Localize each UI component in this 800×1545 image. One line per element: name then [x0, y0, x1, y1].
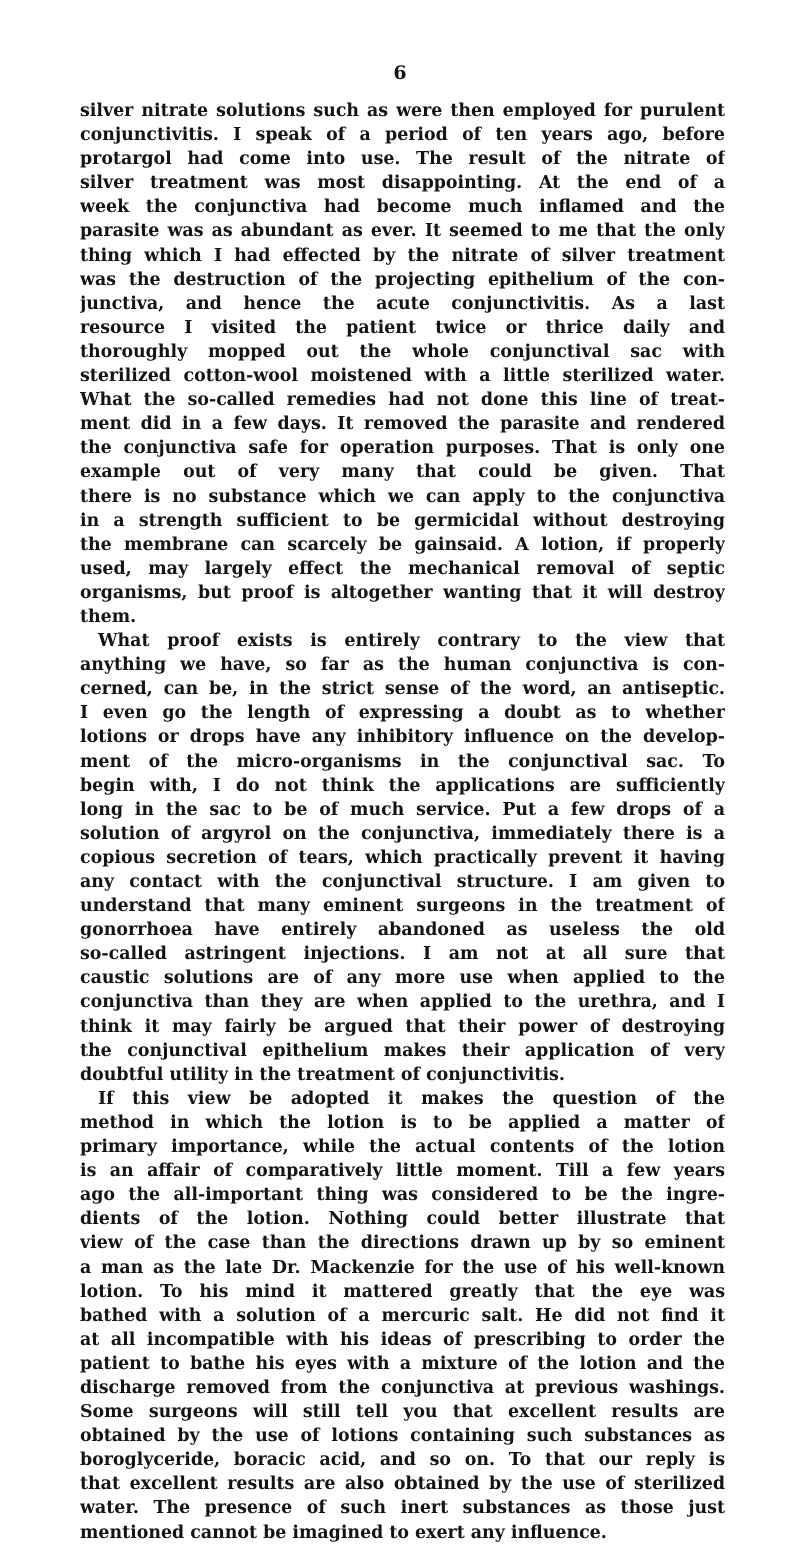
text-line: the conjunctiva safe for operation purposes. That is only one — [80, 438, 725, 459]
text-line: week the conjunctiva had become much inflamed and the — [80, 197, 725, 218]
text-line: method in which the lotion is to be applied a matter of — [80, 1112, 725, 1133]
text-line: sterilized cotton-wool moistened with a little sterilized water. — [80, 366, 725, 387]
text-line: protargol had come into use. The result of the nitrate of — [80, 149, 725, 170]
text-line: ment did in a few days. It removed the parasite and rendered — [80, 414, 725, 435]
text-line: the membrane can scarcely be gainsaid. A lotion, if properly — [80, 534, 725, 555]
text-line: cerned, can be, in the strict sense of the word, an antiseptic. — [80, 679, 725, 700]
text-line: so-called astringent injections. I am not at all sure that — [80, 944, 725, 965]
text-line: in a strength sufficient to be germicidal without destroying — [80, 510, 725, 531]
text-line: thing which I had effected by the nitrate of silver treatment — [80, 245, 725, 266]
text-line: primary importance, while the actual contents of the lotion — [80, 1137, 725, 1158]
text-line: patient to bathe his eyes with a mixture of the lotion and the — [80, 1353, 725, 1374]
text-line: ment of the micro-organisms in the conjunctival sac. To — [80, 751, 725, 772]
text-line: was the destruction of the projecting epithelium of the con- — [80, 269, 725, 290]
text-line: obtained by the use of lotions containing such substances as — [80, 1426, 725, 1447]
text-line: any contact with the conjunctival structure. I am given to — [80, 872, 725, 892]
text-line: parasite was as abundant as ever. It seemed to me that the only — [80, 221, 725, 242]
text-line: resource I visited the patient twice or thrice daily and — [80, 317, 725, 338]
text-line: bathed with a solution of a mercuric salt. He did not find it — [80, 1305, 725, 1326]
text-line: caustic solutions are of any more use when applied to the — [80, 968, 725, 989]
text-line: dients of the lotion. Nothing could better illustrate that — [80, 1209, 725, 1230]
text-line: used, may largely effect the mechanical removal of septic — [80, 558, 725, 579]
text-line: solution of argyrol on the conjunctiva, immediately there is a — [80, 823, 725, 844]
text-line: discharge removed from the conjunctiva at previous washings. — [80, 1377, 725, 1398]
text-line: silver nitrate solutions such as were then employed for purulent — [80, 101, 725, 121]
text-line: conjunctiva than they are when applied to the urethra, and I — [80, 992, 725, 1013]
text-line: there is no substance which we can apply to the conjunctiva — [80, 486, 725, 507]
text-line: What the so-called remedies had not done this line of treat- — [80, 390, 725, 411]
text-line: example out of very many that could be given. That — [80, 462, 725, 483]
text-line: begin with, I do not think the applications are sufficiently — [80, 775, 725, 796]
text-line: doubtful utility in the treatment of conjunctivitis. — [80, 1064, 565, 1085]
text-line: ago the all-important thing was considered to be the ingre- — [80, 1185, 725, 1206]
text-line: conjunctivitis. I speak of a period of ten years ago, before — [80, 125, 725, 146]
text-line: water. The presence of such inert substances as those just — [80, 1498, 725, 1519]
text-line: copious secretion of tears, which practically prevent it having — [80, 847, 725, 868]
text-line: I even go the length of expressing a doubt as to whether — [80, 703, 725, 724]
page-number: 6 — [393, 62, 407, 84]
text-line: a man as the late Dr. Mackenzie for the use of his well-known — [80, 1257, 725, 1278]
text-line: understand that many eminent surgeons in the treatment of — [80, 896, 725, 917]
text-line: that excellent results are also obtained by the use of sterilized — [80, 1474, 725, 1495]
text-line: silver treatment was most disappointing. At the end of a — [80, 173, 725, 194]
text-line: long in the sac to be of much service. Put a few drops of a — [80, 799, 725, 820]
text-line: gonorrhoea have entirely abandoned as useless the old — [80, 920, 725, 941]
text-line: If this view be adopted it makes the question of the — [98, 1088, 725, 1109]
text-line: is an affair of comparatively little moment. Till a few years — [80, 1161, 725, 1182]
text-line: view of the case than the directions drawn up by so eminent — [80, 1233, 725, 1254]
text-line: at all incompatible with his ideas of prescribing to order the — [80, 1329, 725, 1350]
text-line: thoroughly mopped out the whole conjunctival sac with — [80, 341, 725, 362]
text-line: lotion. To his mind it mattered greatly that the eye was — [80, 1281, 725, 1302]
text-line: think it may fairly be argued that their power of destroying — [80, 1016, 725, 1037]
text-line: mentioned cannot be imagined to exert any influence. — [80, 1522, 607, 1543]
text-line: junctiva, and hence the acute conjunctivitis. As a last — [80, 293, 725, 314]
text-line: anything we have, so far as the human conjunctiva is con- — [80, 655, 725, 676]
text-line: boroglyceride, boracic acid, and so on. To that our reply is — [80, 1450, 725, 1471]
text-line: the conjunctival epithelium makes their application of very — [80, 1040, 725, 1061]
body-text — [80, 99, 725, 1545]
text-line: What proof exists is entirely contrary to the view that — [98, 631, 725, 652]
text-line: Some surgeons will still tell you that excellent results are — [80, 1402, 725, 1423]
text-line: them. — [80, 606, 137, 627]
text-line: lotions or drops have any inhibitory influence on the develop- — [80, 727, 725, 748]
text-line: organisms, but proof is altogether wanting that it will destroy — [80, 582, 725, 603]
